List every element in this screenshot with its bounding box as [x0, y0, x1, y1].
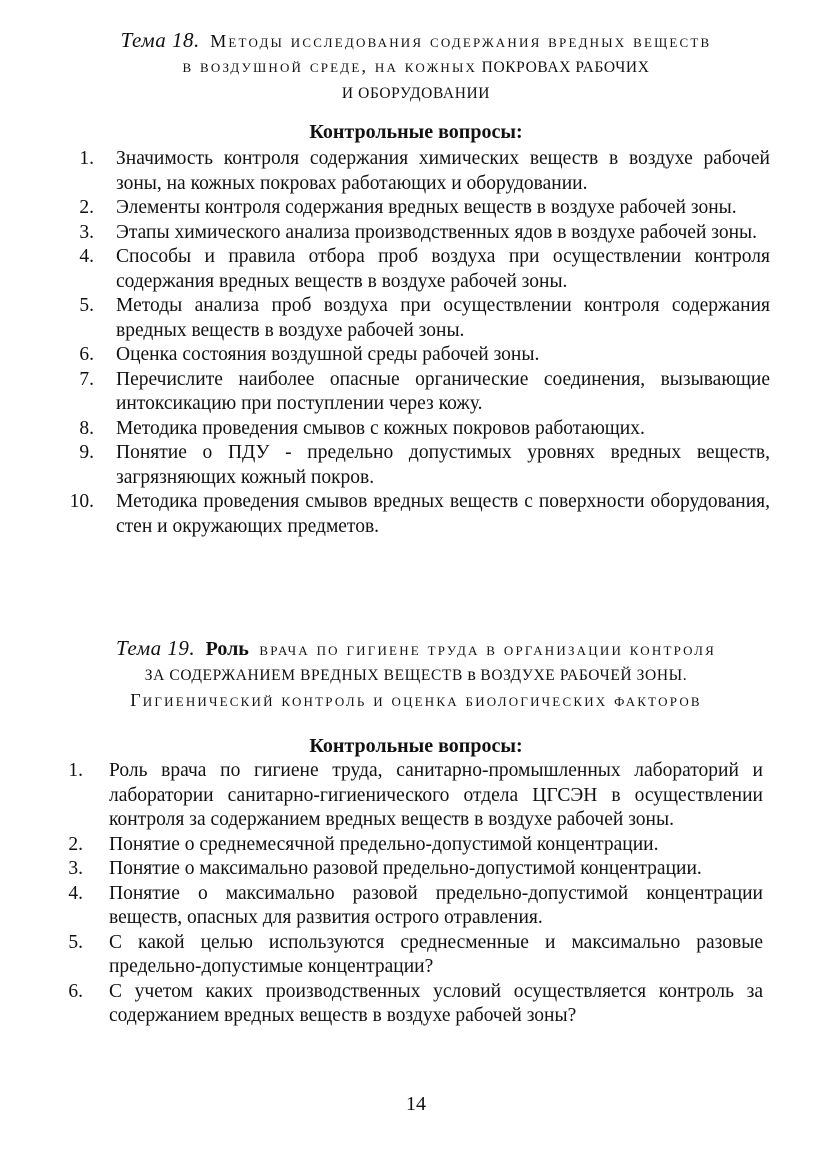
topic-19-heading — [70, 636, 762, 713]
question-text: Оценка состояния воздушной среды рабочей зоны. — [116, 344, 540, 365]
topic-18-title-part-3: И ОБОРУДОВАНИИ — [341, 85, 491, 102]
question-number: 4. — [79, 246, 94, 267]
question-number: 1. — [68, 760, 83, 781]
topic-19-title-part-2b: в — [467, 664, 476, 684]
question-number: 9. — [79, 442, 94, 463]
question-item — [79, 417, 770, 442]
question-item — [79, 294, 770, 343]
question-text: Способы и правила отбора проб воздуха при осуществлении контроля содержания вредных веществ в воздухе рабочей зоны. — [116, 246, 770, 292]
question-item — [68, 980, 763, 1029]
question-item — [68, 882, 763, 931]
question-text: Методы анализа проб воздуха при осуществлении контроля содержания вредных веществ в воздухе рабочей зоны. — [116, 295, 770, 341]
topic-18-title-part-2a: в воздушной среде, на кожных — [182, 56, 478, 76]
question-item — [79, 196, 770, 221]
question-text: Значимость контроля содержания химических веществ в воздухе рабочей зоны, на кожных покровах работающих и оборудовании. — [116, 148, 770, 194]
question-item — [79, 147, 770, 196]
question-text: Понятие о среднемесячной предельно-допустимой концентрации. — [109, 833, 659, 855]
question-text: Методика проведения смывов вредных веществ с поверхности оборудования, стен и окружающих предметов. — [116, 491, 770, 537]
topic-19-heading-line-1 — [70, 636, 762, 662]
topic-18-heading-line-3 — [70, 80, 762, 106]
question-item — [79, 221, 770, 246]
question-item — [68, 857, 763, 882]
question-text: С какой целью используются среднесменные и максимально разовые предельно-допустимые концентрации? — [109, 931, 763, 977]
question-text: Элементы контроля содержания вредных веществ в воздухе рабочей зоны. — [116, 197, 737, 218]
question-number: 4. — [68, 882, 83, 904]
question-number: 8. — [79, 417, 94, 439]
question-text: Понятие о максимально разовой предельно-допустимой концентрации. — [109, 858, 702, 879]
question-item — [68, 833, 763, 858]
topic-18-questions-title: Контрольные вопросы: — [309, 121, 523, 143]
question-number: 6. — [68, 980, 83, 1002]
question-text: Перечислите наиболее опасные органические соединения, вызывающие интоксикацию при поступлении через кожу. — [116, 368, 770, 414]
page-number: 14 — [406, 1093, 426, 1115]
topic-19-heading-line-2 — [70, 662, 762, 688]
topic-18-label: Тема 18. — [120, 28, 200, 52]
question-text: Этапы химического анализа производственных ядов в воздухе рабочей зоны. — [116, 221, 758, 243]
topic-18-question-list — [69, 147, 770, 539]
question-item — [79, 245, 770, 294]
topic-18-heading-line-2 — [70, 54, 762, 80]
question-number: 3. — [68, 858, 83, 879]
topic-19-heading-line-3 — [70, 688, 762, 713]
topic-19-title-part-1: врача по гигиене труда в организации контроля — [259, 639, 717, 659]
topic-18-heading-line-1 — [70, 28, 762, 54]
question-item — [79, 343, 770, 368]
question-text: Роль врача по гигиене труда, санитарно-промышленных лабораторий и лаборатории санитарно-гигиенического отдела ЦГСЭН в осуществлении контроля за содержанием вредных веществ в воздухе рабочей зоны. — [109, 760, 763, 830]
question-number: 5. — [79, 295, 94, 316]
question-item — [79, 441, 770, 490]
question-text: Понятие о ПДУ - предельно допустимых уровнях вредных веществ, загрязняющих кожный покров. — [116, 442, 770, 488]
topic-19-title-part-2c: ВОЗДУХЕ РАБОЧЕЙ ЗОНЫ. — [480, 667, 688, 684]
question-number: 6. — [79, 344, 94, 365]
topic-19-bold-word: Роль — [205, 638, 249, 660]
topic-19-title-part-3: Гигиенический контроль и оценка биологических факторов — [130, 690, 702, 710]
question-number: 2. — [79, 197, 94, 218]
topic-19-label: Тема 19. — [115, 636, 196, 660]
question-text: Понятие о максимально разовой предельно-допустимой концентрации веществ, опасных для развития острого отравления. — [109, 882, 763, 928]
topic-19-questions-title: Контрольные вопросы: — [309, 735, 523, 757]
question-number: 1. — [79, 148, 94, 169]
topic-19-question-list — [68, 759, 763, 1029]
topic-19-title-part-2a: ЗА СОДЕРЖАНИЕМ ВРЕДНЫХ ВЕЩЕСТВ — [144, 667, 463, 684]
topic-18-title-part-2b: ПОКРОВАХ РАБОЧИХ — [481, 59, 650, 76]
question-item — [79, 368, 770, 417]
topic-18-title-part-1: Методы исследования содержания вредных веществ — [210, 31, 712, 51]
question-number: 10. — [69, 491, 94, 512]
question-item — [68, 931, 763, 980]
question-text: С учетом каких производственных условий осуществляется контроль за содержанием вредных веществ в воздухе рабочей зоны? — [109, 980, 763, 1026]
question-number: 3. — [79, 221, 94, 243]
question-item — [68, 759, 763, 833]
question-number: 7. — [79, 368, 94, 390]
question-item — [69, 490, 770, 539]
question-text: Методика проведения смывов с кожных покровов работающих. — [116, 417, 645, 439]
question-number: 5. — [68, 931, 83, 953]
topic-18-heading — [70, 28, 762, 106]
question-number: 2. — [68, 833, 83, 855]
